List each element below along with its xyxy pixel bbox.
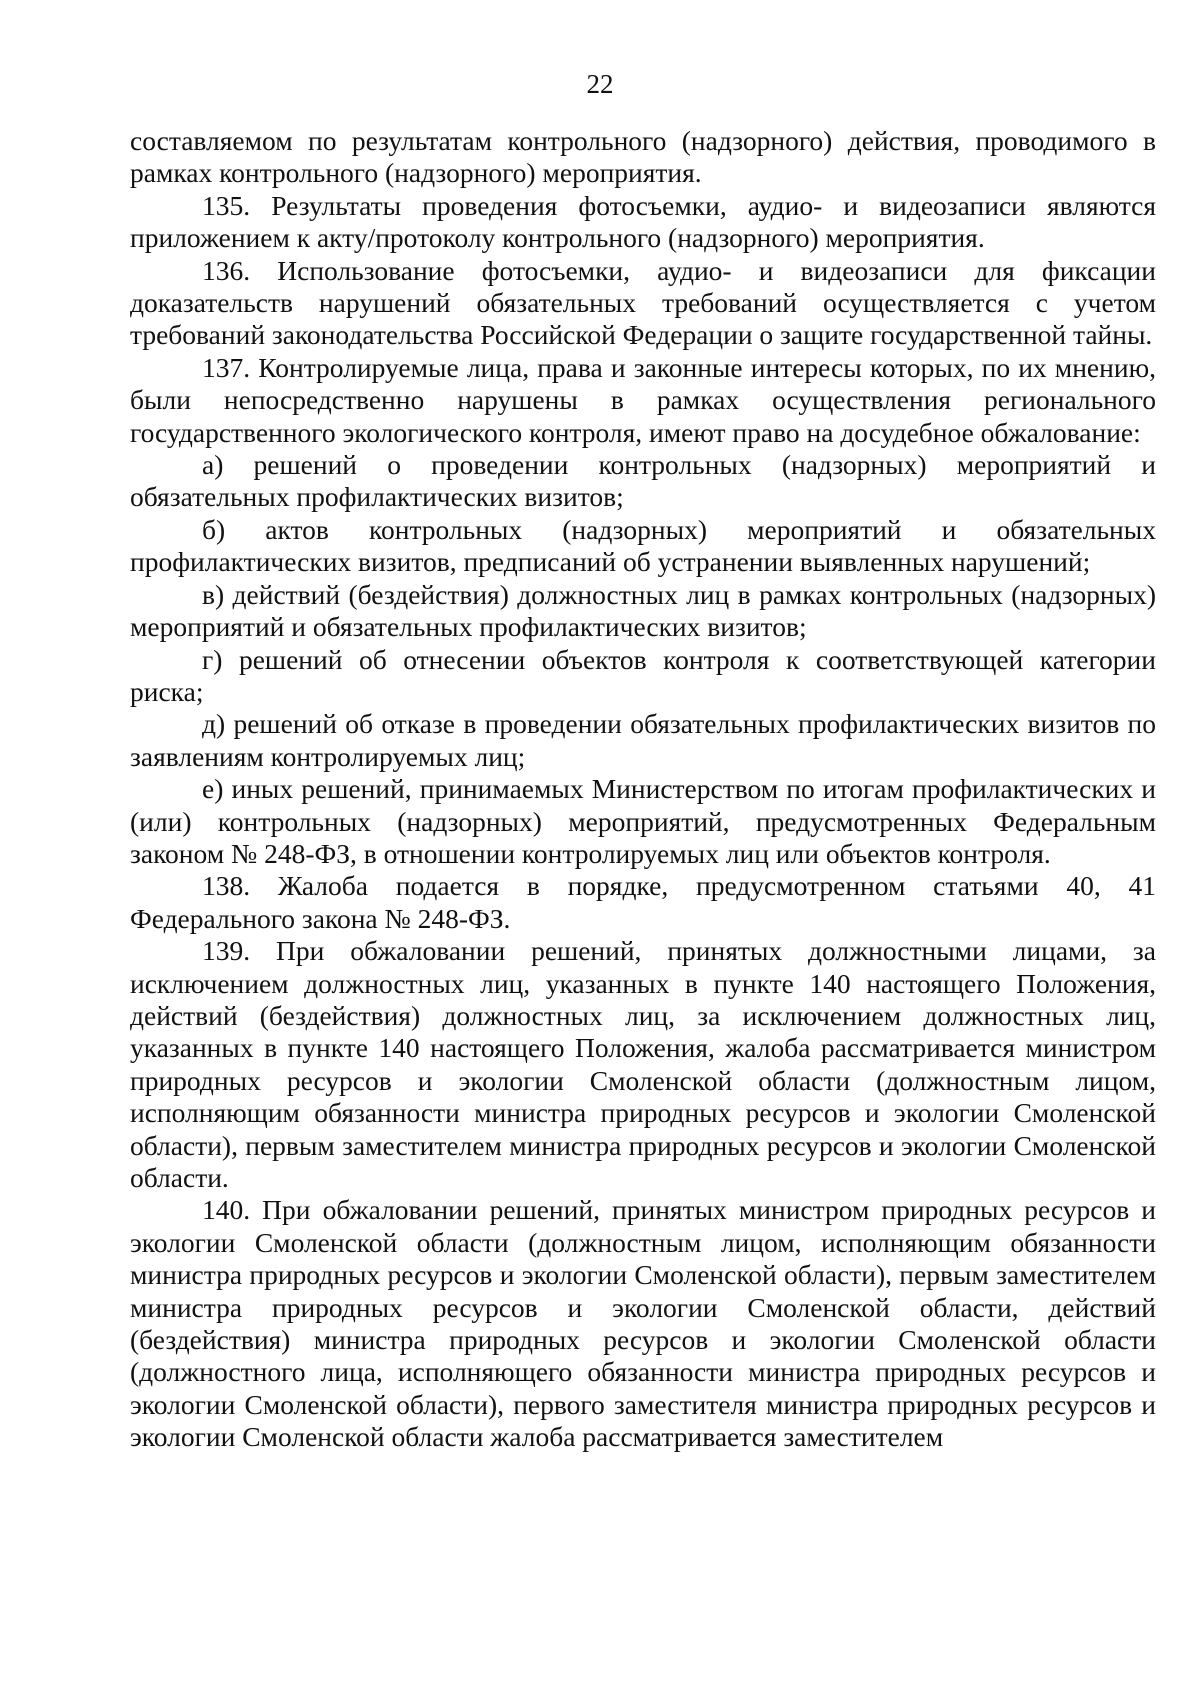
page-number: 22: [586, 69, 614, 99]
paragraph-140: 140. При обжаловании решений, принятых министром природных ресурсов и экологии Смоленской области (должностным лицом, исполняющим обязанности министра природных ресурсов и экологии Смоленской области), первым заместителем министра природных ресурсов и экологии Смоленской области, действий (бездействия) министра природных ресурсов и экологии Смоленской области (должностного лица, исполняющего обязанности министра природных ресурсов и экологии Смоленской области), первого заместителя министра природных ресурсов и экологии Смоленской области жалоба рассматривается заместителем: [130, 1194, 1156, 1453]
document-body: [130, 125, 1156, 1454]
paragraph-136: 136. Использование фотосъемки, аудио- и видеозаписи для фиксации доказательств нарушений обязательных требований осуществляется с учетом требований законодательства Российской Федерации о защите государственной тайны.: [130, 254, 1156, 351]
paragraph-continuation: составляемом по результатам контрольного (надзорного) действия, проводимого в рамках контрольного (надзорного) мероприятия.: [130, 125, 1156, 189]
list-item-b: б) актов контрольных (надзорных) мероприятий и обязательных профилактических визитов, предписаний об устранении выявленных нарушений;: [130, 513, 1156, 578]
list-item-e: е) иных решений, принимаемых Министерством по итогам профилактических и (или) контрольных (надзорных) мероприятий, предусмотренных Федеральным законом № 248-ФЗ, в отношении контролируемых лиц или объектов контроля.: [130, 773, 1156, 869]
paragraph-137: 137. Контролируемые лица, права и законные интересы которых, по их мнению, были непосредственно нарушены в рамках осуществления регионального государственного экологического контроля, имеют право на досудебное обжалование:: [130, 351, 1156, 448]
list-item-v: в) действий (бездействия) должностных лиц в рамках контрольных (надзорных) мероприятий и обязательных профилактических визитов;: [130, 578, 1156, 643]
list-item-g: г) решений об отнесении объектов контроля к соответствующей категории риска;: [130, 643, 1156, 707]
paragraph-138: 138. Жалоба подается в порядке, предусмотренном статьями 40, 41 Федерального закона № 248-ФЗ.: [130, 870, 1156, 934]
paragraph-139: 139. При обжаловании решений, принятых должностными лицами, за исключением должностных лиц, указанных в пункте 140 настоящего Положения, действий (бездействия) должностных лиц, за исключением должностных лиц, указанных в пункте 140 настоящего Положения, жалоба рассматривается министром природных ресурсов и экологии Смоленской области (должностным лицом, исполняющим обязанности министра природных ресурсов и экологии Смоленской области), первым заместителем министра природных ресурсов и экологии Смоленской области.: [130, 935, 1156, 1193]
list-item-d: д) решений об отказе в проведении обязательных профилактических визитов по заявлениям контролируемых лиц;: [130, 708, 1156, 772]
list-item-a: а) решений о проведении контрольных (надзорных) мероприятий и обязательных профилактических визитов;: [130, 449, 1156, 513]
paragraph-135: 135. Результаты проведения фотосъемки, аудио- и видеозаписи являются приложением к акту/протоколу контрольного (надзорного) мероприятия.: [130, 189, 1156, 254]
